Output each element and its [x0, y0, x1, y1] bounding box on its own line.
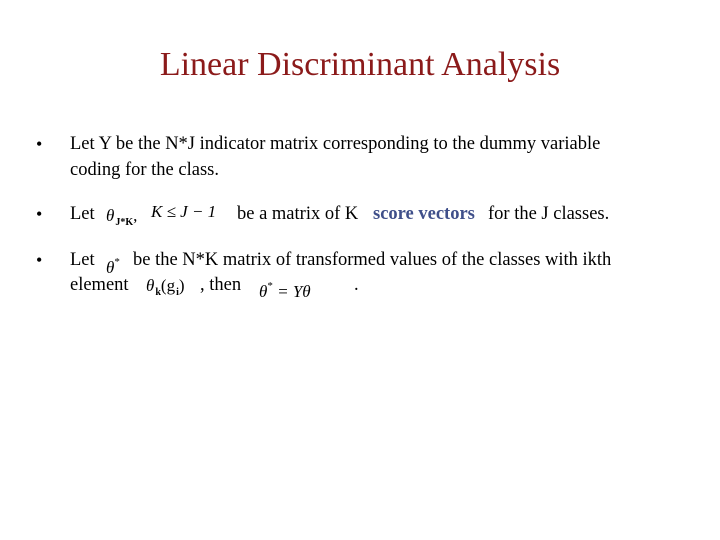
bullet1-line2: coding for the class.: [70, 160, 219, 180]
eq-rhs: = Yθ: [272, 282, 311, 301]
theta-symbol: θ: [106, 206, 115, 225]
math-equation: [259, 274, 311, 304]
element-arg-sub-i: i: [176, 287, 179, 298]
math-comma: ,: [133, 206, 138, 225]
bullet-symbol: •: [36, 134, 43, 154]
math-constraint: K ≤ J − 1: [151, 202, 217, 221]
star-superscript: *: [114, 256, 120, 268]
bullet2-prefix: Let: [70, 204, 95, 224]
element-arg-close: ): [178, 276, 185, 295]
bullet3-line1: be the N*K matrix of transformed values of the classes with ikth: [133, 250, 612, 270]
bullet3-line2-prefix: element: [70, 275, 129, 295]
theta-symbol: θ: [259, 282, 268, 301]
math-theta-jk: [106, 204, 137, 235]
math-theta-element: [146, 274, 185, 305]
slide-title: Linear Discriminant Analysis: [159, 46, 561, 83]
bullet3-prefix: Let: [70, 250, 95, 270]
eq-star-superscript: *: [267, 280, 273, 292]
bullet3-then: , then: [200, 275, 242, 295]
bullet2-text-before: be a matrix of K: [237, 204, 359, 224]
theta-symbol: θ: [146, 276, 155, 295]
theta-symbol: θ: [106, 258, 115, 277]
bullet2-text-after: for the J classes.: [488, 204, 610, 224]
theta-subscript: J*K: [115, 217, 134, 228]
score-vectors-highlight: score vectors: [373, 204, 475, 224]
element-arg-open: (g: [160, 276, 176, 295]
bullet-symbol: •: [36, 250, 43, 270]
bullet-symbol: •: [36, 204, 43, 224]
bullet1-line1: Let Y be the N*J indicator matrix corresponding to the dummy variable: [70, 134, 601, 154]
element-subscript-k: k: [155, 287, 161, 298]
bullet3-period: .: [354, 275, 359, 295]
